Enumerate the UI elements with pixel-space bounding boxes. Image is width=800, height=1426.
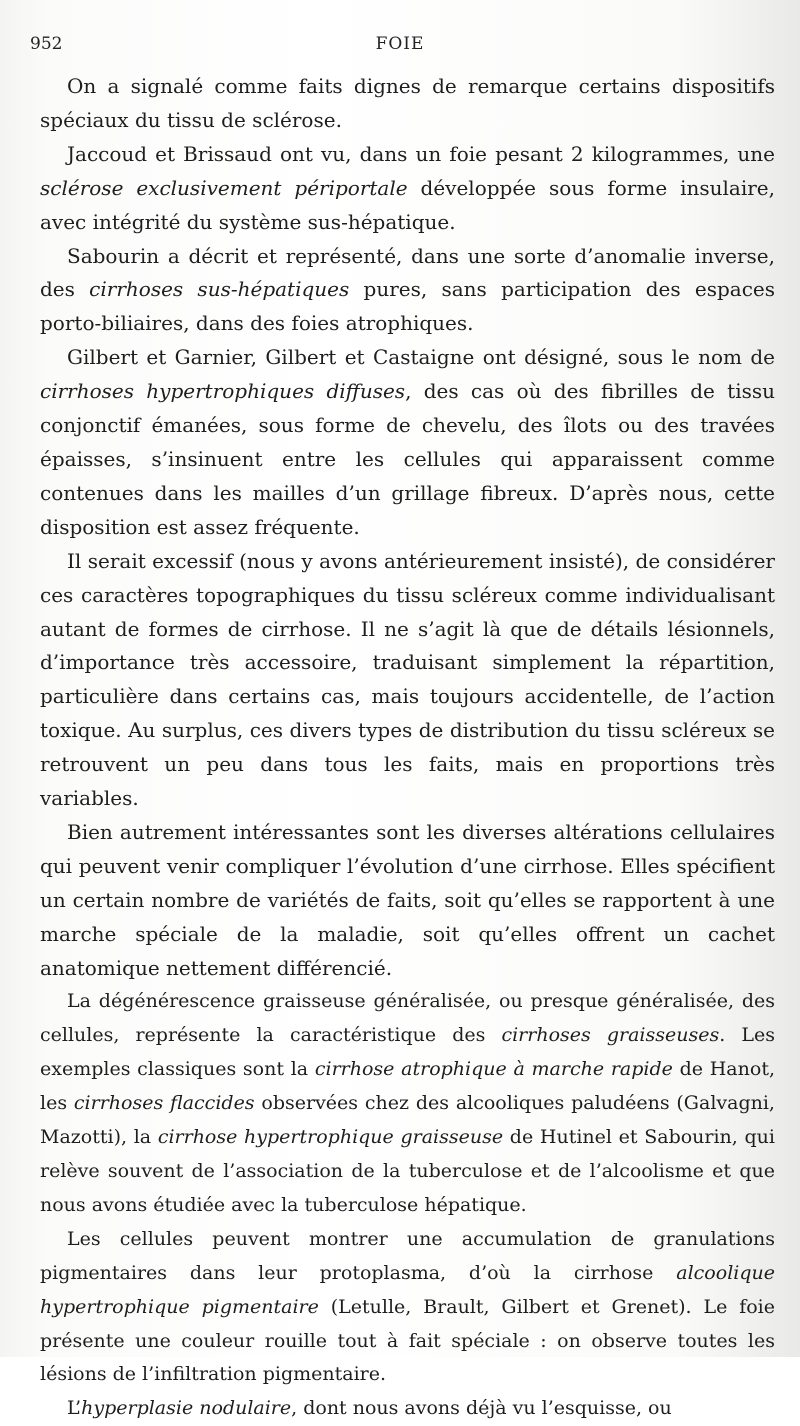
italic-term: cirrhoses sus-hépatiques — [89, 277, 350, 302]
text-run: , des cas où des fibrilles de tissu conjonctif émanées, sous forme de chevelu, des îlots ou des travées épaisses, s’insinuent entre les cellules qui apparaissent comme contenues dans les mailles d’un grillage fibreux. D’après nous, cette disposition est assez fréquente. — [40, 379, 776, 539]
text-run: Jaccoud et Brissaud ont vu, dans un foie pesant 2 kilogrammes, une — [67, 141, 775, 166]
text-run: Il serait excessif (nous y avons antérieurement insisté), de considérer ces caractères topographiques du tissu scléreux comme individualisant autant de formes de cirrhose. Il ne s’agit là que de détails lésionnels, d’importance très accessoire, traduisant simplement la répartition, particulière dans certains cas, mais toujours accidentelle, de l’action toxique. Au surplus, ces divers types de distribution du tissu scléreux se retrouvent un peu dans tous les faits, mais en proportions très variables. — [40, 548, 775, 811]
text-run: La dégénérescence graisseuse généralisée, ou presque généralisée, des cellules, représente la caractéristique des — [40, 990, 775, 1047]
paragraph — [40, 545, 775, 816]
paragraph — [40, 138, 775, 240]
text-run: développée sous forme insulaire, avec intégrité du système sus-hépatique. — [40, 175, 775, 234]
text-run: Les cellules peuvent montrer une accumulation de granulations pigmentaires dans leur protoplasma, d’où la cirrhose — [40, 1227, 775, 1284]
text-run: Gilbert et Garnier, Gilbert et Castaigne ont désigné, sous le nom de — [67, 345, 775, 370]
italic-term: hyperplasie nodulaire — [81, 1397, 292, 1420]
paragraph — [40, 1223, 775, 1393]
paragraph — [40, 341, 775, 544]
text-run: pures, sans participation des espaces porto-biliaires, dans des foies atrophiques. — [40, 277, 776, 336]
italic-term: cirrhoses graisseuses — [501, 1024, 720, 1047]
text-run: On a signalé comme faits dignes de remarque certains dispositifs spéciaux du tissu de sclérose. — [40, 74, 775, 132]
paragraph — [40, 985, 775, 1222]
text-run: Sabourin a décrit et représenté, dans une sorte d’anomalie inverse, des — [40, 243, 775, 302]
italic-term: cirrhoses hypertrophiques diffuses — [40, 379, 406, 404]
paragraph — [40, 240, 775, 342]
text-run: L’ — [67, 1397, 82, 1420]
italic-term: sclérose exclusivement périportale — [40, 175, 408, 200]
text-run: de Hanot, les — [40, 1058, 775, 1115]
italic-term: alcoolique hypertrophique pigmentaire — [40, 1261, 775, 1318]
italic-term: cirrhose hypertrophique graisseuse — [157, 1126, 504, 1149]
italic-term: cirrhose atrophique à marche rapide — [314, 1058, 673, 1081]
text-run: Bien autrement intéressantes sont les diverses altérations cellulaires qui peuvent venir compliquer l’évolution d’une cirrhose. Elles spécifient un certain nombre de variétés de faits, soit qu’elles se rapportent à une marche spéciale de la maladie, soit qu’elles offrent un cachet anatomique nettement différencié. — [40, 819, 775, 980]
text-run: observées chez des alcooliques paludéens (Galvagni, Mazotti), la — [40, 1092, 775, 1149]
running-head: FOIE — [375, 34, 425, 54]
paragraph — [40, 1392, 775, 1426]
paragraph — [40, 816, 775, 986]
body-text — [40, 70, 775, 1426]
italic-term: cirrhoses flaccides — [73, 1092, 255, 1115]
text-run: , dont nous avons déjà vu l’esquisse, ou — [291, 1397, 672, 1420]
paragraph — [40, 70, 775, 138]
page-header — [0, 34, 800, 60]
text-run: de Hutinel et Sabourin, qui relève souvent de l’association de la tuberculose et de l’alcoolisme et que nous avons étudiée avec la tuberculose hépatique. — [40, 1126, 776, 1216]
page-number: 952 — [30, 34, 63, 54]
text-run: . Les exemples classiques sont la — [40, 1024, 775, 1081]
text-run: (Letulle, Brault, Gilbert et Grenet). Le foie présente une couleur rouille tout à fait spéciale : on observe toutes les lésions de l’infiltration pigmentaire. — [40, 1295, 775, 1386]
